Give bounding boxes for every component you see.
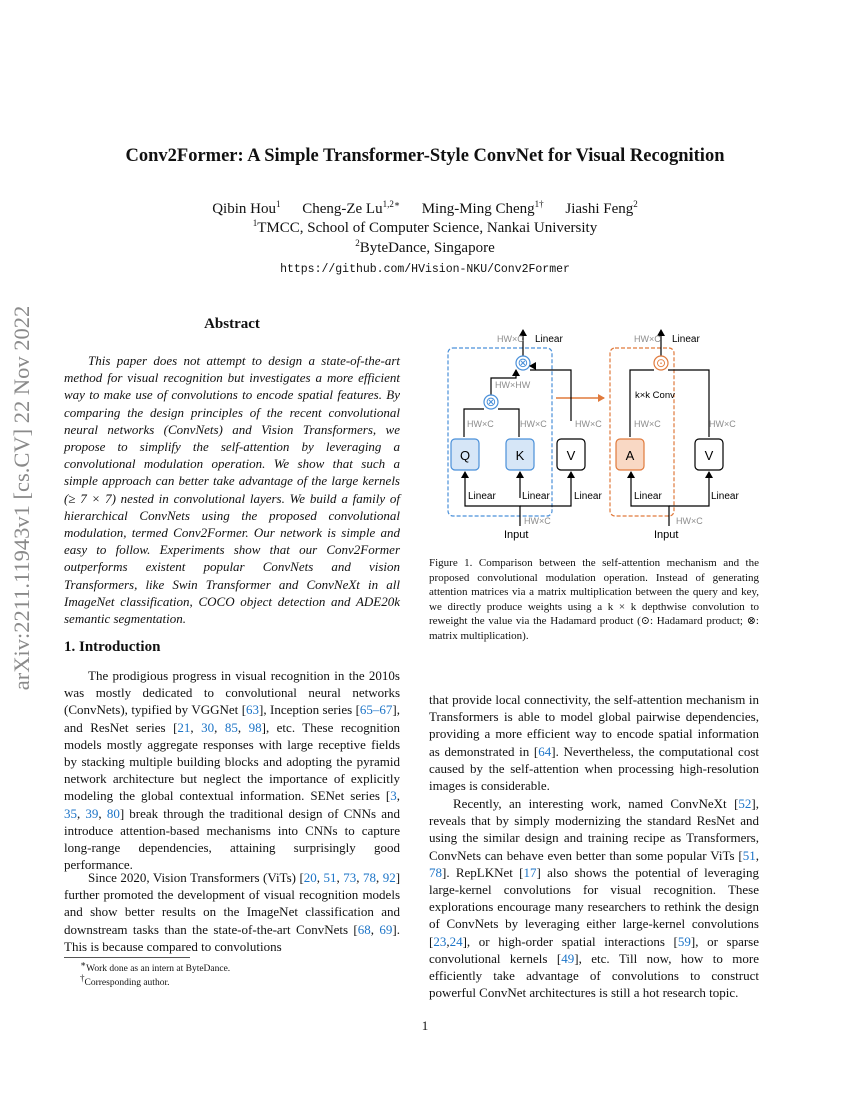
label-linear: Linear: [535, 334, 563, 345]
label-linear: Linear: [672, 334, 700, 345]
citation-link[interactable]: 73: [343, 870, 357, 885]
paragraph-text: ,: [356, 870, 363, 885]
affiliation: $^2$ByteDance, Singapore: [355, 238, 495, 256]
paragraph-text: ,: [190, 719, 202, 735]
paragraph-text: ,: [237, 719, 249, 735]
page-number: 1: [421, 1018, 429, 1033]
matmul-symbol: ⊗: [517, 355, 529, 370]
label-hwc: HW×C: [467, 419, 494, 429]
a-label: A: [625, 448, 635, 463]
citation-link[interactable]: 24: [449, 933, 463, 949]
paragraph-text: ,: [396, 788, 400, 804]
arxiv-sidebar: [2, 288, 42, 708]
paragraph-text: ,: [77, 805, 86, 821]
v-label: V: [566, 448, 576, 463]
citation-link[interactable]: 3: [390, 788, 397, 804]
citation-link[interactable]: 65–67: [359, 702, 393, 718]
arxiv-id[interactable]: arXiv:2211.11943v1 [cs.CV] 22 Nov 2022: [9, 305, 34, 691]
paragraph-text: ,: [375, 870, 383, 885]
paragraph-text: ,: [316, 870, 324, 885]
intro-paragraph-4: [429, 795, 759, 1001]
abstract-text: This paper does not attempt to design a state-of-the-art method for visual recognition but investigates a more efficient way to make use of convolutions to encode spatial features. By comparing the design principles of the recent convolutional neural networks (ConvNets) and Vision Transformers, we propose to simplify the self-attention by leveraging a convolutional modulation operation. We show that such a simple approach can better take advantage of the large kernels (≥ 7 × 7) nested in convolutional layers. We build a family of hierarchical ConvNets using the proposed convolutional modulation, termed Conv2Former. Our network is simple and easy to follow. Experiments show that our Conv2Former outperforms existent popular ConvNets and vision Transformers, like Swin Transformer and ConvNeXt in all ImageNet classification, COCO object detection and ADE20k semantic segmentation.: [64, 353, 400, 627]
label-linear: Linear: [634, 491, 662, 502]
citation-link[interactable]: 69: [379, 921, 393, 937]
label-linear: Linear: [468, 491, 496, 502]
figure-1-diagram: [431, 326, 761, 544]
figure-1-caption: Figure 1. Comparison between the self-attention mechanism and the proposed convolutional modulation operation. Instead of generating attention matrices via a matrix multiplication between the query and key, we directly produce weights using a k × k depthwise convolution to reweight the value via the Hadamard product (⊙: Hadamard product; ⊗: matrix multiplication).: [429, 557, 759, 642]
footnote: †Corresponding author.: [80, 973, 170, 989]
footnote-rule: [64, 957, 190, 958]
code-url[interactable]: https://github.com/HVision-NKU/Conv2Former: [280, 263, 570, 276]
citation-link[interactable]: 59: [677, 933, 691, 949]
label-linear: Linear: [711, 491, 739, 502]
paragraph-text: ], etc. Till now, how to more efficiently take advantage of convolutions to construct powerful ConvNet architectures is still a hot research topic.: [429, 950, 759, 1001]
paragraph-text: ], and ResNet series [: [64, 702, 400, 735]
citation-link[interactable]: 35: [64, 805, 77, 821]
label-hwc: HW×C: [497, 334, 524, 344]
hadamard-symbol: ⊙: [655, 356, 667, 370]
label-hwc: HW×C: [709, 419, 736, 429]
paragraph-text: ]. This is because compared to convolutions: [64, 921, 400, 954]
footnote: ∗Work done as an intern at ByteDance.: [80, 959, 231, 975]
v-label: V: [704, 448, 714, 463]
label-linear: Linear: [522, 491, 550, 502]
citation-link[interactable]: 78: [362, 870, 376, 885]
citation-link[interactable]: 64: [538, 743, 552, 759]
citation-link[interactable]: 20: [303, 870, 317, 885]
paragraph-text: ,: [446, 933, 450, 949]
paragraph-text: ]. RepLKNet [: [442, 864, 524, 880]
paper-title: Conv2Former: A Simple Transformer-Style ConvNet for Visual Recognition: [125, 146, 725, 166]
paragraph-text: ], etc. These recognition models mostly aggregate responses with large receptive fields by stacking multiple building blocks and adopting the pyramid network architecture but neglect the importance of explicitly modeling the global contextual information. SENet series [: [64, 719, 401, 804]
paragraph-text: The prodigious progress in visual recognition in the 2010s was mostly dedicated to convolutional neural networks (ConvNets), typified by VGGNet [: [64, 668, 400, 718]
paragraph-text: ,: [370, 921, 380, 937]
citation-link[interactable]: 80: [106, 805, 120, 821]
citation-link[interactable]: 51: [323, 870, 337, 885]
author: Cheng-Ze $Lu^{1,2∗}$: [302, 199, 400, 217]
author-list: [0, 201, 850, 218]
author: Qibin Hou$^1$: [212, 199, 281, 217]
q-label: Q: [459, 448, 471, 463]
label-linear: Linear: [574, 491, 602, 502]
paragraph-text: ]. Nevertheless, the computational cost caused by the self-attention when processing high-resolution images is considerable.: [429, 743, 759, 794]
label-hwc: HW×C: [634, 334, 661, 344]
intro-paragraph-1: [64, 667, 400, 873]
citation-link[interactable]: 51: [742, 847, 756, 863]
paragraph-text: Recently, an interesting work, named ConvNeXt [: [453, 796, 739, 811]
abstract-heading: Abstract: [204, 316, 260, 332]
label-hwc: HW×C: [634, 419, 661, 429]
author: Jiashi Feng$^2$: [565, 199, 638, 217]
intro-paragraph-3: [429, 691, 759, 794]
paragraph-text: ,: [98, 805, 107, 821]
citation-link[interactable]: 85: [224, 719, 238, 735]
label-hwc: HW×C: [520, 419, 547, 429]
paragraph-text: that provide local connectivity, the self-attention mechanism in Transformers is able to model global pairwise dependencies, providing a more efficient way to encode spatial information as demonstrated in [: [429, 692, 759, 759]
paragraph-text: Since 2020, Vision Transformers (ViTs) [: [88, 870, 304, 885]
paragraph-text: ,: [336, 870, 344, 885]
citation-link[interactable]: 30: [201, 719, 215, 735]
paragraph-text: ] also shows the potential of leveraging large-kernel convolutions for visual recognition. These explorations encourage many researchers to rethink the design of ConvNets by leveraging either large-kernel convolutions [: [429, 864, 759, 949]
label-hwc: HW×C: [676, 516, 703, 526]
label-input: Input: [654, 529, 679, 541]
affiliation: $^1$TMCC, School of Computer Science, Nankai University: [252, 218, 598, 236]
label-hwc: HW×C: [575, 419, 602, 429]
citation-link[interactable]: 17: [523, 864, 537, 880]
paragraph-text: ] break through the traditional design of CNNs and introduce attention-based mechanisms into CNNs to capture long-range dependencies, attaining surprisingly good performance.: [64, 805, 401, 873]
citation-link[interactable]: 49: [561, 950, 575, 966]
paragraph-text: ], or high-order spatial interactions [: [462, 933, 678, 949]
citation-link[interactable]: 98: [248, 719, 262, 735]
citation-link[interactable]: 52: [738, 796, 752, 811]
paragraph-text: ] further promoted the development of visual recognition models and show better results on the ImageNet classification and downstream tasks than the state-of-the-art ConvNets [: [64, 870, 401, 937]
label-kxk-conv: k×k Conv: [635, 390, 675, 401]
paragraph-text: ], or sparse convolutional kernels [: [429, 933, 760, 966]
matmul-symbol: ⊗: [485, 394, 497, 409]
citation-link[interactable]: 39: [85, 805, 99, 821]
paragraph-text: ,: [755, 847, 759, 863]
citation-link[interactable]: 68: [357, 921, 371, 937]
label-hwc: HW×C: [524, 516, 551, 526]
citation-link[interactable]: 78: [429, 864, 442, 880]
citation-link[interactable]: 21: [177, 719, 191, 735]
paragraph-text: ,: [214, 719, 225, 735]
citation-link[interactable]: 23: [433, 933, 447, 949]
citation-link[interactable]: 92: [382, 870, 396, 885]
citation-link[interactable]: 63: [246, 702, 260, 718]
label-hwhw: HW×HW: [495, 380, 531, 390]
paragraph-text: ], Inception series [: [259, 702, 360, 718]
intro-paragraph-2: [64, 869, 400, 955]
paragraph-text: ], reveals that by simply modernizing the standard ResNet and using the similar design and training recipe as Transformers, ConvNets can behave even better than some popular ViTs [: [429, 796, 759, 863]
label-input: Input: [504, 529, 529, 541]
section-heading-introduction: 1. Introduction: [64, 639, 161, 655]
author: Ming-Ming Cheng$^{1\dagger}$: [421, 199, 544, 217]
k-label: K: [515, 448, 525, 463]
